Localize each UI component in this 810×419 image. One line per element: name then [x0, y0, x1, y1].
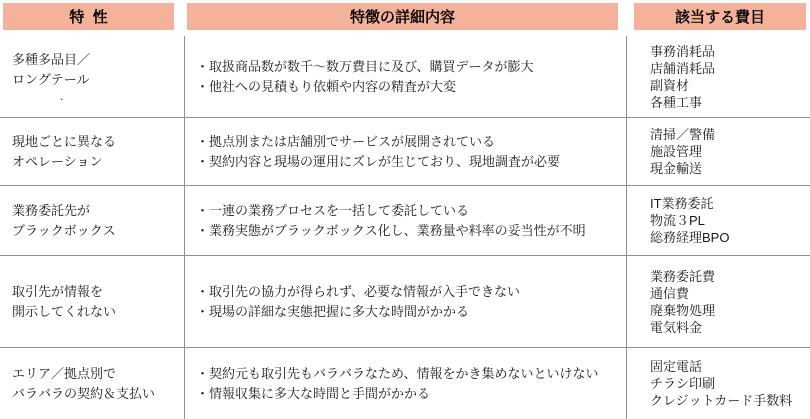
trait-cell — [0, 36, 184, 117]
trait-line: 現地ごとに異なる — [12, 133, 117, 149]
trait-line: ブラックボックス — [12, 222, 116, 238]
expense-item-line: 各種工事 — [650, 94, 703, 110]
detail-line: ・取扱商品数が数千～数万費目に及び、購買データが膨大 — [196, 58, 534, 74]
header-trait: 特 性 — [3, 3, 174, 30]
expense-item-line: 物流３PL — [650, 213, 705, 228]
expense-item-line: クレジットカード手数料 — [650, 393, 793, 408]
detail-line: ・情報収集に多大な時間と手間がかかる — [196, 385, 431, 401]
trait-cell — [0, 118, 184, 185]
trait-line: ロングテール — [12, 72, 90, 87]
table-row — [0, 36, 810, 118]
detail-line: ・契約元も取引先もバラバラなため、情報をかき集めないといけない — [196, 365, 599, 381]
expense-item-line: 店舗消耗品 — [650, 60, 716, 76]
table-header-row — [0, 3, 810, 30]
stray-dot: . — [60, 89, 64, 103]
trait-line: バラバラの契約＆支払い — [12, 385, 156, 401]
expense-item-line: 総務経理BPO — [650, 230, 730, 245]
expense-item-line: 事務消耗品 — [650, 43, 716, 59]
trait-cell — [0, 348, 184, 419]
table-row — [0, 348, 810, 419]
trait-line: 業務委託先が — [12, 202, 91, 218]
expense-item-line: IT業務委託 — [650, 196, 714, 211]
expense-item-line: 電気料金 — [650, 319, 703, 335]
expense-items-cell — [626, 256, 810, 347]
expense-item-line: 固定電話 — [650, 359, 703, 374]
details-cell — [184, 118, 626, 185]
table-row — [0, 256, 810, 348]
header-detail-content: 特徴の詳細内容 — [187, 3, 618, 30]
trait-line: エリア／拠点別で — [12, 365, 117, 381]
trait-line: 取引先が情報を — [12, 283, 104, 299]
expense-item-line: 清掃／警備 — [650, 127, 716, 142]
expense-items-cell — [626, 36, 810, 117]
detail-line: ・他社への見積もり依頼や内容の精査が大変 — [196, 78, 457, 94]
detail-line: ・一連の業務プロセスを一括して委託している — [196, 202, 470, 218]
detail-line: ・現場の詳細な実態把握に多大な時間がかかる — [196, 303, 470, 319]
header-applicable-expenses: 該当する費目 — [634, 3, 806, 30]
details-cell — [184, 36, 626, 117]
expense-items-cell — [626, 118, 810, 185]
detail-line: ・拠点別または店舗別でサービスが展開されている — [196, 133, 496, 149]
detail-line: ・契約内容と現場の運用にズレが生じており、現地調査が必要 — [196, 153, 561, 169]
expense-items-cell — [626, 348, 810, 419]
expense-item-line: 通信費 — [650, 285, 690, 301]
expense-item-line: 現金輸送 — [650, 161, 703, 176]
details-cell — [184, 348, 626, 419]
expense-item-line: チラシ印刷 — [650, 376, 716, 391]
detail-line: ・取引先の協力が得られず、必要な情報が入手できない — [196, 283, 520, 299]
expense-item-line: 施設管理 — [650, 144, 703, 159]
expense-item-line: 副資材 — [650, 77, 690, 93]
expense-item-line: 廃棄物処理 — [650, 302, 716, 318]
trait-line: 開示してくれない — [12, 303, 117, 319]
expense-item-line: 業務委託費 — [650, 268, 716, 284]
trait-line: 多種多品目／ — [12, 52, 91, 67]
trait-line: オペレーション — [12, 153, 103, 169]
details-cell — [184, 186, 626, 255]
trait-cell — [0, 256, 184, 347]
expense-items-cell — [626, 186, 810, 255]
trait-cell — [0, 186, 184, 255]
detail-line: ・業務実態がブラックボックス化し、業務量や料率の妥当性が不明 — [196, 222, 586, 238]
table-body — [0, 36, 810, 419]
table-row — [0, 118, 810, 186]
table-row — [0, 186, 810, 256]
details-cell — [184, 256, 626, 347]
